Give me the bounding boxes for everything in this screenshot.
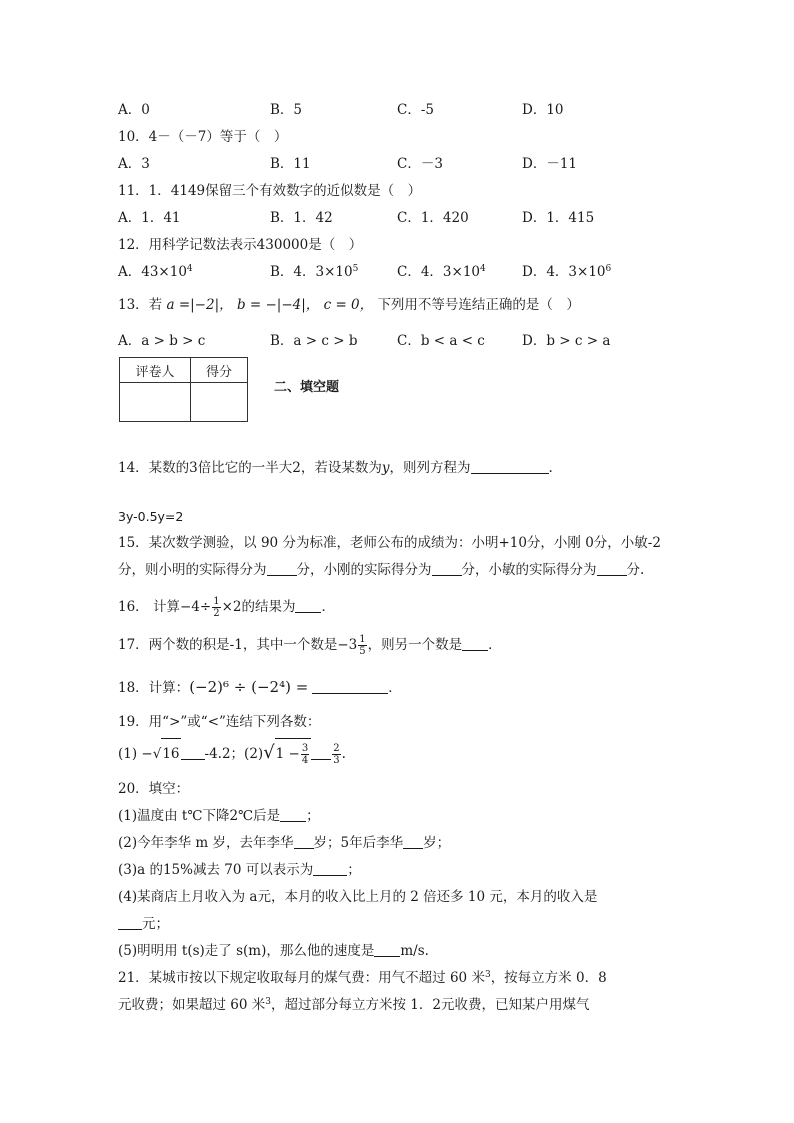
q20-item-1 — [118, 806, 320, 826]
q20-item-3 — [118, 860, 361, 880]
q16-fraction — [212, 596, 220, 619]
q20-item-1-text: (1)温度由 t℃下降2℃后是 — [118, 808, 281, 824]
q10-stem: 10．4－（－7）等于（ ） — [118, 129, 288, 145]
score-table-grader-cell[interactable] — [120, 383, 191, 422]
q17-frac-den: 5 — [359, 646, 366, 657]
q10-options — [118, 154, 718, 174]
q10-option-a: A．3 — [118, 156, 150, 172]
score-table-score-cell[interactable] — [191, 383, 248, 422]
q14-var: y — [381, 460, 390, 476]
q19-sqrt-symbol-2: √ — [263, 742, 275, 763]
q18-stem — [118, 675, 402, 699]
q19-frac-num: 2 — [333, 743, 340, 754]
q19-items — [118, 738, 346, 768]
q10-option-b: B．11 — [270, 156, 311, 172]
q19-radicand-2-text: 1 − — [275, 746, 300, 762]
q20-item-4-end: 元； — [142, 916, 169, 932]
q12-option-c — [397, 262, 486, 282]
q12-option-d-base: D．4．3×10 — [522, 264, 606, 280]
q17-frac-num: 1 — [359, 634, 366, 645]
q16-frac-num: 1 — [213, 596, 220, 607]
q18-prefix: 18．计算： — [118, 680, 190, 696]
q11-option-d: D．1．415 — [522, 210, 595, 226]
q11-option-b: B．1．42 — [270, 210, 333, 226]
q13-option-d: D．b > c > a — [522, 333, 611, 349]
q13-options — [118, 331, 718, 351]
q21-line2-b: ，超过部分每立方米按 1．2元收费，已知某户用煤气 — [271, 997, 590, 1013]
q13-stem — [118, 295, 580, 315]
score-table-header-grader: 评卷人 — [120, 358, 191, 383]
q20-item-4-line1: (4)某商店上月收入为 a元，本月的收入比上月的 2 倍还多 10 元，本月的收入是 — [118, 889, 598, 905]
q19-frac-den: 3 — [333, 755, 340, 766]
q12-option-a — [118, 262, 193, 282]
q13-option-a: A．a > b > c — [118, 333, 206, 349]
q16-blank[interactable] — [295, 598, 321, 613]
q15-blank-3[interactable] — [597, 561, 627, 576]
q17-fraction — [358, 634, 366, 657]
score-table-header-score: 得分 — [191, 358, 248, 383]
q12-option-b-base: B．4．3×10 — [270, 264, 353, 280]
q11-options — [118, 208, 718, 228]
q9-option-b: B．5 — [270, 102, 303, 118]
q11-option-c: C．1．420 — [397, 210, 469, 226]
q20-item-5-text: (5)明明用 t(s)走了 s(m)，那么他的速度是 — [118, 943, 375, 959]
q15-line2 — [118, 560, 644, 580]
q12-option-a-exp: 4 — [186, 264, 193, 274]
q19-radicand-fraction — [301, 743, 309, 766]
q19-radicand-frac-den: 4 — [301, 755, 309, 766]
q18-blank[interactable] — [312, 679, 388, 694]
q9-option-a: A．0 — [118, 102, 150, 118]
q17-suffix: ，则另一个数是 — [367, 637, 463, 653]
q20-item-2-text-b: 岁；5年后李华 — [313, 835, 404, 851]
q20-item-3-end: ； — [347, 862, 361, 878]
q10-option-d: D．－11 — [522, 156, 578, 172]
q17-whole: −3 — [337, 637, 358, 653]
q15-line1: 15．某次数学测验，以 90 分为标准，老师公布的成绩为：小明+10分，小刚 0分，小敏-2 — [118, 535, 661, 551]
q20-item-2-text-a: (2)今年李华 m 岁，去年李华 — [118, 835, 294, 851]
q16-prefix: 16． 计算 — [118, 599, 180, 615]
q14-end: . — [548, 460, 553, 476]
q19-radicand-2 — [275, 738, 312, 769]
q19-blank-1[interactable] — [181, 745, 205, 760]
q12-option-d — [522, 262, 611, 282]
q20-item-3-text: (3)a 的15%减去 70 可以表示为 — [118, 862, 314, 878]
q14-stem — [118, 458, 553, 478]
q14-answer: 3y-0.5y=2 — [118, 509, 184, 524]
q15-part-a: 分，则小明的实际得分为 — [118, 562, 267, 578]
q20-item-2-end: 岁； — [423, 835, 451, 851]
q19-stem: 19．用“>”或“<”连结下列各数： — [118, 714, 321, 730]
score-table — [119, 357, 248, 422]
q20-blank-4[interactable] — [313, 861, 347, 876]
q13-c-def: c = 0， — [323, 297, 374, 313]
q16-end: ． — [321, 599, 335, 615]
q20-blank-1[interactable] — [280, 807, 306, 822]
q10-option-c: C．－3 — [397, 156, 443, 172]
q11-stem: 11．1．4149保留三个有效数字的近似数是（ ） — [118, 183, 422, 199]
q17-stem — [118, 631, 502, 659]
q14-text2: ，则列方程为 — [389, 460, 471, 476]
q12-option-d-exp: 6 — [605, 264, 612, 274]
q19-sqrt-symbol-1: √ — [152, 746, 162, 762]
q19-part1-suffix: -4.2；(2) — [204, 746, 264, 762]
q17-blank[interactable] — [462, 636, 488, 651]
q21-line2 — [118, 995, 589, 1015]
q19-end: . — [341, 746, 346, 762]
q15-part-b: 分，小刚的实际得分为 — [296, 562, 432, 578]
q21-line2-a: 元收费；如果超过 60 米 — [118, 997, 266, 1013]
q13-option-c: C．b < a < c — [397, 333, 485, 349]
q16-expr-b: ×2 — [221, 599, 242, 615]
q12-options — [118, 262, 718, 282]
q20-item-1-end: ； — [306, 808, 320, 824]
q21-line1 — [118, 968, 607, 988]
q17-end: ． — [488, 637, 502, 653]
q20-blank-2[interactable] — [294, 834, 314, 849]
q21-line1-a: 21．某城市按以下规定收取每月的煤气费：用气不超过 60 米 — [118, 970, 485, 986]
q12-option-a-base: A．43×10 — [118, 264, 187, 280]
q14-blank[interactable] — [471, 459, 549, 474]
q21-line2-exp: 3 — [265, 997, 271, 1007]
q16-expr-a: −4÷ — [179, 599, 212, 615]
q19-fraction — [332, 743, 340, 766]
q15-part-d: 分. — [626, 562, 645, 578]
q17-prefix: 17．两个数的积是-1，其中一个数是 — [118, 637, 338, 653]
q18-expression: (−2)⁶ ÷ (−2⁴) = — [189, 678, 309, 696]
q13-prefix: 13．若 — [118, 297, 163, 313]
q15-blank-2[interactable] — [432, 561, 462, 576]
q16-frac-den: 2 — [213, 608, 220, 619]
q9-option-c: C．-5 — [397, 102, 434, 118]
q9-option-d: D．10 — [522, 102, 564, 118]
q21-line1-exp: 3 — [484, 970, 491, 980]
q12-option-c-base: C．4．3×10 — [397, 264, 480, 280]
q20-item-4-line2 — [118, 914, 169, 934]
q20-stem: 20．填空： — [118, 781, 190, 797]
q12-option-c-exp: 4 — [480, 264, 486, 274]
q14-text: 14．某数的3倍比它的一半大2，若设某数为 — [118, 460, 382, 476]
q16-suffix: 的结果为 — [241, 599, 296, 615]
q21-line1-b: ，按每立方米 0．8 — [490, 970, 607, 986]
section-title: 二、填空题 — [274, 380, 340, 395]
q15-blank-1[interactable] — [267, 561, 297, 576]
q19-blank-2[interactable] — [311, 745, 331, 760]
q16-stem — [118, 593, 335, 621]
q18-end: ． — [388, 680, 402, 696]
q20-blank-3[interactable] — [403, 834, 423, 849]
q13-a-def: a =|−2|， — [166, 297, 233, 313]
q12-option-b-exp: 5 — [352, 264, 359, 274]
q12-stem: 12．用科学记数法表示430000是（ ） — [118, 237, 363, 253]
q9-options — [118, 100, 718, 120]
q19-radicand-frac-num: 3 — [301, 743, 309, 754]
q20-item-5 — [118, 941, 429, 961]
q20-item-5-end: m/s. — [400, 943, 429, 959]
q13-option-b: B．a > c > b — [270, 333, 358, 349]
q20-item-2 — [118, 833, 450, 853]
q13-b-def: b = −|−4|， — [236, 297, 320, 313]
q19-radicand-1: 16 — [161, 738, 180, 769]
q12-option-b — [270, 262, 358, 282]
q15-part-c: 分，小敏的实际得分为 — [461, 562, 597, 578]
q13-suffix: 下列用不等号连结正确的是（ ） — [377, 297, 580, 313]
q20-blank-5[interactable] — [118, 915, 142, 930]
q20-blank-6[interactable] — [374, 942, 400, 957]
q19-part1-prefix: (1) − — [118, 746, 153, 762]
q11-option-a: A．1．41 — [118, 210, 181, 226]
